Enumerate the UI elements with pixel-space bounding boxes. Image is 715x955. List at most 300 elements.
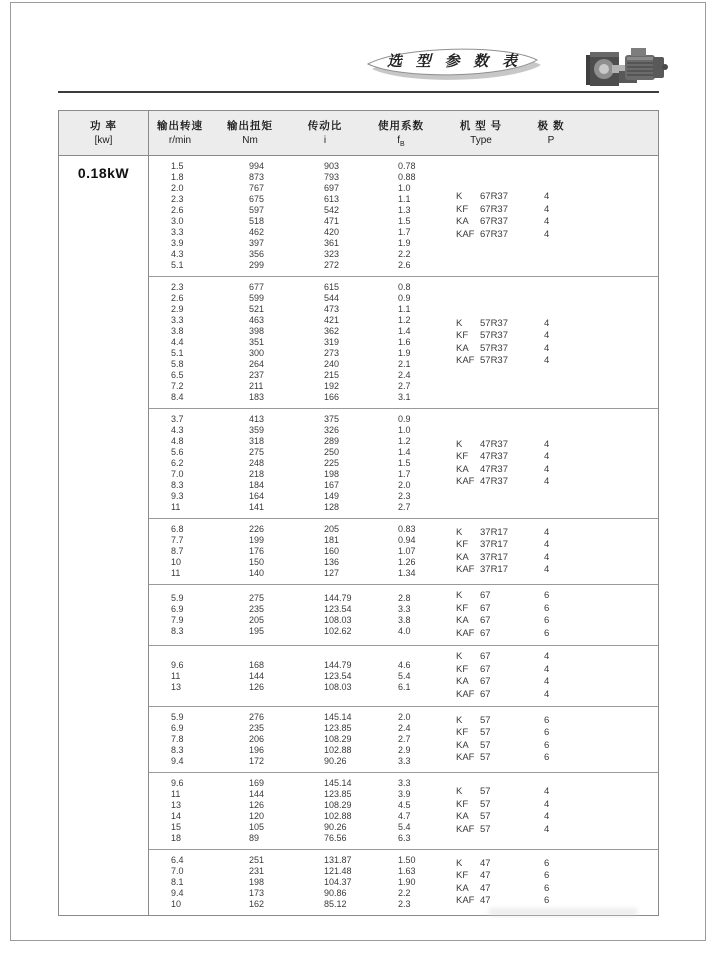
torque-value: 767 [249, 183, 265, 193]
service-factor-value: 6.3 [398, 833, 411, 843]
service-factor-value: 1.9 [398, 238, 411, 248]
torque-value: 89 [249, 833, 260, 843]
speed-value: 3.9 [171, 238, 184, 248]
speed-value: 2.6 [171, 293, 184, 303]
speed-column [171, 660, 225, 693]
speed-value: 9.3 [171, 491, 184, 501]
speed-value: 3.0 [171, 216, 184, 226]
torque-column [249, 855, 301, 910]
torque-value: 518 [249, 216, 265, 226]
service-factor-value: 0.8 [398, 282, 411, 292]
torque-value: 126 [249, 800, 265, 810]
poles-value: 4 [544, 203, 550, 215]
service-factor-value: 1.4 [398, 447, 411, 457]
torque-value: 351 [249, 337, 265, 347]
service-factor-value: 2.2 [398, 888, 411, 898]
ratio-value: 85.12 [324, 899, 347, 909]
service-factor-value: 4.7 [398, 811, 411, 821]
speed-value: 5.1 [171, 260, 184, 270]
ratio-value: 240 [324, 359, 340, 369]
table-body [59, 156, 658, 915]
ratio-value: 108.29 [324, 800, 352, 810]
poles-value: 4 [544, 823, 550, 835]
service-factor-value: 1.0 [398, 183, 411, 193]
type-row [456, 204, 578, 217]
poles-value: 4 [544, 676, 550, 687]
torque-value: 144 [249, 670, 265, 681]
torque-value: 206 [249, 734, 265, 744]
type-prefix: KF [456, 539, 469, 550]
speed-value: 11 [171, 789, 181, 799]
speed-value: 2.6 [171, 205, 184, 215]
ratio-value: 323 [324, 249, 340, 259]
ratio-value: 145.14 [324, 712, 352, 722]
service-factor-value: 1.6 [398, 337, 411, 347]
ratio-value: 144.79 [324, 659, 352, 670]
torque-column [249, 161, 301, 271]
torque-value: 235 [249, 604, 265, 614]
ratio-value: 375 [324, 414, 340, 424]
type-prefix: KAF [456, 228, 475, 240]
ratio-value: 473 [324, 304, 340, 314]
type-model: 47R37 [480, 476, 508, 487]
poles-value: 6 [544, 627, 550, 639]
poles-value: 6 [544, 590, 550, 601]
torque-value: 218 [249, 469, 265, 479]
torque-value: 463 [249, 315, 265, 325]
ratio-value: 149 [324, 491, 340, 501]
speed-value: 8.3 [171, 626, 184, 636]
fb-column [398, 778, 456, 844]
ratio-value: 102.62 [324, 626, 352, 636]
speed-value: 10 [171, 557, 182, 567]
poles-value: 4 [544, 786, 550, 797]
speed-value: 7.9 [171, 615, 184, 625]
speed-value: 7.0 [171, 469, 184, 479]
poles-value: 4 [544, 551, 550, 563]
speed-value: 9.6 [171, 778, 184, 788]
type-row [456, 552, 578, 565]
speed-value: 5.8 [171, 359, 184, 369]
type-row [456, 539, 578, 552]
type-prefix: KAF [456, 627, 475, 639]
service-factor-value: 0.9 [398, 293, 411, 303]
speed-value: 8.4 [171, 392, 184, 402]
poles-value: 6 [544, 752, 550, 763]
type-row [456, 590, 578, 603]
speed-value: 9.6 [171, 659, 184, 670]
poles-value: 4 [544, 663, 550, 675]
speed-value: 4.3 [171, 425, 184, 435]
poles-value: 4 [544, 688, 550, 700]
service-factor-value: 0.83 [398, 524, 416, 534]
ratio-value: 542 [324, 205, 340, 215]
type-prefix: KA [456, 463, 469, 475]
speed-value: 3.7 [171, 414, 184, 424]
type-prefix: KAF [456, 355, 475, 366]
ratio-value: 136 [324, 557, 340, 567]
power-value: 0.18kW [77, 165, 130, 181]
type-row [456, 229, 578, 242]
ratio-value: 192 [324, 381, 340, 391]
service-factor-value: 1.1 [398, 304, 411, 314]
service-factor-value: 3.1 [398, 392, 411, 402]
ratio-value: 167 [324, 480, 340, 490]
speed-value: 3.3 [171, 227, 184, 237]
poles-value: 6 [544, 714, 550, 726]
poles-value: 4 [544, 228, 550, 240]
service-factor-value: 2.3 [398, 899, 411, 909]
type-model: 47R37 [480, 438, 508, 450]
type-prefix: K [456, 438, 463, 450]
type-model: 57 [480, 798, 491, 810]
torque-column [249, 778, 301, 844]
print-smudge [488, 908, 638, 916]
rating-blocks [149, 156, 658, 915]
poles-value: 6 [544, 857, 550, 869]
speed-value: 6.9 [171, 604, 184, 614]
service-factor-value: 0.9 [398, 414, 411, 424]
type-model: 67R37 [480, 216, 508, 227]
type-row [456, 628, 578, 641]
ratio-value: 128 [324, 502, 340, 512]
type-model: 57 [480, 811, 491, 822]
speed-value: 7.2 [171, 381, 184, 391]
type-column [456, 715, 578, 765]
service-factor-value: 1.63 [398, 866, 416, 876]
rating-block-4 [149, 518, 658, 584]
ratio-value: 160 [324, 546, 340, 556]
type-model: 37R17 [480, 539, 508, 550]
service-factor-value: 4.5 [398, 800, 411, 810]
speed-value: 6.4 [171, 855, 184, 865]
service-factor-value: 2.8 [398, 593, 411, 603]
torque-value: 199 [249, 535, 265, 545]
service-factor-value: 1.7 [398, 469, 411, 479]
service-factor-value: 4.0 [398, 626, 411, 636]
poles-value: 6 [544, 895, 550, 906]
torque-value: 397 [249, 238, 265, 248]
service-factor-value: 0.78 [398, 161, 416, 171]
poles-value: 4 [544, 798, 550, 810]
torque-value: 168 [249, 659, 265, 670]
speed-value: 4.3 [171, 249, 184, 259]
speed-value: 5.6 [171, 447, 184, 457]
type-model: 67R37 [480, 203, 508, 215]
service-factor-value: 4.6 [398, 659, 411, 670]
speed-value: 5.9 [171, 593, 184, 603]
speed-value: 2.3 [171, 282, 184, 292]
ratio-value: 123.54 [324, 670, 352, 681]
type-row [456, 870, 578, 883]
ratio-value: 145.14 [324, 778, 352, 788]
rating-block-6 [149, 645, 658, 706]
rating-block-2 [149, 276, 658, 408]
torque-value: 299 [249, 260, 265, 270]
ratio-value: 319 [324, 337, 340, 347]
torque-value: 150 [249, 557, 265, 567]
type-model: 67 [480, 627, 491, 639]
ratio-column [324, 593, 374, 637]
type-column [456, 191, 578, 241]
torque-value: 300 [249, 348, 265, 358]
torque-value: 144 [249, 789, 265, 799]
service-factor-value: 2.4 [398, 723, 411, 733]
torque-value: 597 [249, 205, 265, 215]
poles-value: 4 [544, 651, 550, 662]
service-factor-value: 3.3 [398, 778, 411, 788]
torque-value: 176 [249, 546, 265, 556]
type-row [456, 343, 578, 356]
poles-value: 4 [544, 564, 550, 575]
speed-value: 7.7 [171, 535, 184, 545]
poles-value: 6 [544, 727, 550, 738]
service-factor-value: 3.3 [398, 756, 411, 766]
ratio-value: 108.03 [324, 681, 352, 692]
type-prefix: KF [456, 727, 469, 738]
service-factor-value: 2.3 [398, 491, 411, 501]
torque-value: 237 [249, 370, 265, 380]
type-model: 57R37 [480, 330, 508, 341]
torque-value: 521 [249, 304, 265, 314]
type-model: 57 [480, 727, 491, 738]
type-prefix: KAF [456, 476, 475, 487]
torque-value: 120 [249, 811, 265, 821]
type-row [456, 752, 578, 765]
ratio-value: 166 [324, 392, 340, 402]
type-row [456, 476, 578, 489]
ratio-value: 697 [324, 183, 340, 193]
poles-value: 4 [544, 355, 550, 366]
poles-value: 4 [544, 317, 550, 329]
type-model: 67R37 [480, 191, 508, 202]
service-factor-value: 1.34 [398, 568, 416, 578]
type-prefix: KF [456, 203, 469, 215]
type-prefix: KF [456, 663, 469, 675]
type-row [456, 318, 578, 331]
type-row [456, 883, 578, 896]
poles-value: 4 [544, 476, 550, 487]
type-model: 47 [480, 882, 491, 894]
poles-value: 4 [544, 216, 550, 227]
torque-value: 251 [249, 855, 265, 865]
service-factor-value: 1.50 [398, 855, 416, 865]
poles-value: 4 [544, 526, 550, 538]
speed-value: 8.7 [171, 546, 184, 556]
type-model: 67R37 [480, 228, 508, 240]
speed-value: 7.8 [171, 734, 184, 744]
service-factor-value: 0.94 [398, 535, 416, 545]
ratio-value: 198 [324, 469, 340, 479]
speed-value: 13 [171, 800, 182, 810]
type-row [456, 799, 578, 812]
ratio-value: 121.48 [324, 866, 352, 876]
type-prefix: K [456, 651, 463, 662]
type-row [456, 727, 578, 740]
speed-value: 4.8 [171, 436, 184, 446]
service-factor-value: 1.9 [398, 348, 411, 358]
service-factor-value: 1.0 [398, 425, 411, 435]
service-factor-value: 5.4 [398, 822, 411, 832]
type-row [456, 786, 578, 799]
torque-value: 211 [249, 381, 264, 391]
type-model: 67 [480, 590, 491, 601]
rating-block-5 [149, 584, 658, 645]
torque-value: 677 [249, 282, 265, 292]
ratio-value: 108.03 [324, 615, 352, 625]
speed-value: 8.1 [171, 877, 184, 887]
ratio-value: 613 [324, 194, 340, 204]
speed-value: 1.8 [171, 172, 184, 182]
type-prefix: K [456, 714, 463, 726]
ratio-column [324, 712, 374, 767]
speed-column [171, 282, 225, 403]
service-factor-value: 2.9 [398, 745, 411, 755]
torque-value: 141 [249, 502, 265, 512]
service-factor-value: 1.7 [398, 227, 411, 237]
poles-value: 4 [544, 342, 550, 354]
torque-value: 873 [249, 172, 265, 182]
torque-value: 231 [249, 866, 265, 876]
service-factor-value: 1.90 [398, 877, 416, 887]
service-factor-value: 1.5 [398, 216, 411, 226]
service-factor-value: 0.88 [398, 172, 416, 182]
torque-value: 172 [249, 756, 265, 766]
service-factor-value: 3.8 [398, 615, 411, 625]
type-prefix: KF [456, 330, 469, 341]
speed-value: 15 [171, 822, 182, 832]
type-row [456, 603, 578, 616]
type-row [456, 740, 578, 753]
service-factor-value: 1.5 [398, 458, 411, 468]
service-factor-value: 3.9 [398, 789, 411, 799]
ratio-value: 102.88 [324, 745, 352, 755]
rating-block-8 [149, 772, 658, 849]
ratio-value: 362 [324, 326, 340, 336]
torque-value: 205 [249, 615, 265, 625]
service-factor-value: 2.1 [398, 359, 411, 369]
header-filler [581, 111, 658, 155]
speed-value: 1.5 [171, 161, 184, 171]
torque-column [249, 282, 301, 403]
torque-value: 235 [249, 723, 265, 733]
type-model: 57 [480, 786, 491, 797]
ratio-value: 225 [324, 458, 340, 468]
fb-column [398, 524, 456, 579]
speed-value: 3.3 [171, 315, 184, 325]
type-model: 57R37 [480, 317, 508, 329]
type-row [456, 676, 578, 689]
type-model: 47 [480, 857, 491, 869]
speed-value: 18 [171, 833, 182, 843]
type-row [456, 527, 578, 540]
service-factor-value: 5.4 [398, 670, 411, 681]
selection-parameter-table [58, 110, 659, 916]
type-row [456, 651, 578, 664]
type-prefix: K [456, 317, 463, 329]
speed-value: 9.4 [171, 888, 184, 898]
type-prefix: KA [456, 739, 469, 751]
ratio-value: 272 [324, 260, 340, 270]
torque-value: 398 [249, 326, 265, 336]
ratio-column [324, 414, 374, 513]
ratio-value: 123.54 [324, 604, 352, 614]
type-prefix: KA [456, 551, 469, 563]
col-header-service-factor: 使用系数 $f_B$ [378, 120, 424, 148]
ratio-value: 215 [324, 370, 340, 380]
fb-column [398, 593, 456, 637]
speed-value: 7.0 [171, 866, 184, 876]
service-factor-value: 2.0 [398, 712, 411, 722]
torque-value: 275 [249, 593, 265, 603]
fb-column [398, 712, 456, 767]
torque-value: 318 [249, 436, 265, 446]
speed-value: 6.5 [171, 370, 184, 380]
type-prefix: KA [456, 882, 469, 894]
torque-value: 275 [249, 447, 265, 457]
type-model: 67 [480, 663, 491, 675]
service-factor-value: 1.4 [398, 326, 411, 336]
speed-value: 5.1 [171, 348, 184, 358]
type-row [456, 615, 578, 628]
service-factor-value: 2.6 [398, 260, 411, 270]
type-prefix: K [456, 191, 463, 202]
speed-value: 2.0 [171, 183, 184, 193]
torque-column [249, 593, 301, 637]
type-model: 57 [480, 714, 491, 726]
torque-value: 356 [249, 249, 265, 259]
poles-value: 6 [544, 615, 550, 626]
torque-value: 183 [249, 392, 265, 402]
type-model: 37R17 [480, 551, 508, 563]
ratio-value: 102.88 [324, 811, 352, 821]
type-model: 47 [480, 895, 491, 906]
ratio-value: 104.37 [324, 877, 352, 887]
speed-value: 9.4 [171, 756, 184, 766]
ratio-column [324, 161, 374, 271]
speed-value: 11 [171, 502, 181, 512]
torque-column [249, 712, 301, 767]
fb-column [398, 855, 456, 910]
speed-column [171, 524, 225, 579]
torque-value: 276 [249, 712, 265, 722]
ratio-value: 123.85 [324, 789, 352, 799]
power-column [59, 156, 149, 915]
type-prefix: K [456, 786, 463, 797]
torque-value: 599 [249, 293, 265, 303]
ratio-value: 90.26 [324, 822, 347, 832]
ratio-column [324, 778, 374, 844]
poles-value: 6 [544, 870, 550, 881]
type-model: 57R37 [480, 342, 508, 354]
type-prefix: KA [456, 615, 469, 626]
rating-block-1 [149, 156, 658, 276]
ratio-value: 108.29 [324, 734, 352, 744]
speed-value: 6.9 [171, 723, 184, 733]
type-prefix: KF [456, 602, 469, 614]
col-header-speed: 输出转速 r/min [157, 120, 203, 146]
type-row [456, 895, 578, 908]
torque-value: 140 [249, 568, 265, 578]
type-row [456, 439, 578, 452]
service-factor-value: 2.0 [398, 480, 411, 490]
col-header-type: 机 型 号 Type [459, 120, 503, 146]
service-factor-value: 2.2 [398, 249, 411, 259]
poles-value: 4 [544, 811, 550, 822]
speed-column [171, 778, 225, 844]
torque-value: 264 [249, 359, 265, 369]
type-prefix: KAF [456, 752, 475, 763]
